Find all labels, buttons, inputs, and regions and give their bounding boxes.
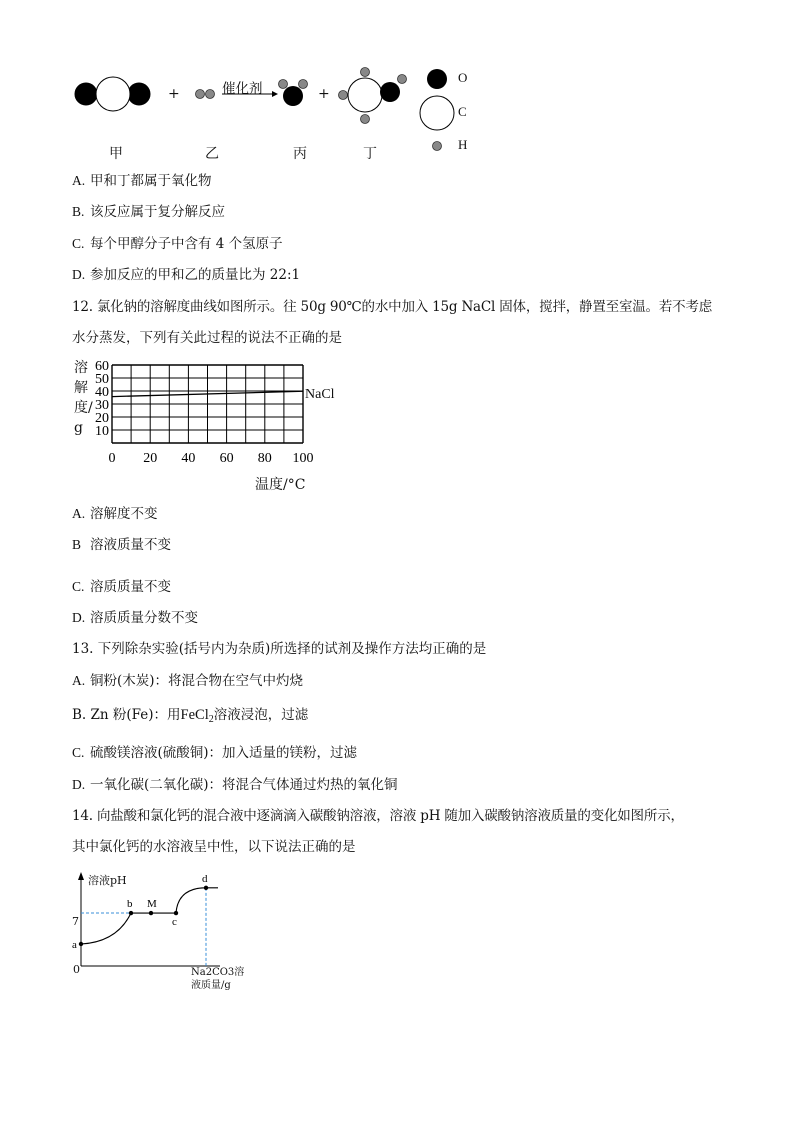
q11-option-a: A. 甲和丁都属于氧化物 [72, 173, 212, 189]
label-yi: 乙 [205, 146, 219, 162]
solubility-chart [70, 355, 360, 495]
molecule-bing-h2 [299, 80, 308, 89]
q11-option-b: B. 该反应属于复分解反应 [72, 204, 225, 220]
solubility-y-label: 溶解度/g [74, 360, 93, 436]
legend-h-icon [433, 142, 442, 151]
molecule-jia-o2 [128, 83, 150, 105]
molecule-ding-h4 [398, 75, 407, 84]
legend-o-icon [427, 69, 447, 89]
ph-x-label: Na2CO3溶液质量/g [191, 967, 245, 991]
label-jia: 甲 [109, 146, 123, 162]
molecule-ding-c [348, 78, 382, 112]
ph-point-c [174, 911, 178, 915]
ph-origin-label: 0 [73, 963, 80, 976]
legend-label-o: O [458, 70, 468, 85]
solubility-x-label: 温度/°C [255, 477, 306, 493]
ph-point-label-d: d [202, 872, 208, 885]
molecule-ding-o [380, 82, 400, 102]
catalyst-label: 催化剂 [222, 81, 263, 97]
label-bing: 丙 [293, 146, 307, 162]
ph-curve [81, 888, 218, 944]
ph-point-label-a: a [72, 939, 77, 951]
molecule-jia-c [96, 77, 130, 111]
q13-stem: 13. 下列除杂实验(括号内为杂质)所选择的试剂及操作方法均正确的是 [72, 641, 487, 657]
legend-c-icon [420, 96, 454, 130]
legend-label-c: C [458, 104, 467, 119]
plus-sign-2: + [318, 86, 330, 102]
label-ding: 丁 [363, 146, 377, 162]
ph-y-tick-7: 7 [72, 915, 79, 928]
ph-point-d [204, 886, 208, 890]
ph-point-label-c: c [172, 916, 177, 929]
solubility-x-ticks [109, 451, 314, 466]
molecule-yi-h1 [196, 90, 205, 99]
solubility-series-label: NaCl [305, 387, 335, 402]
plus-sign-1: + [168, 86, 180, 102]
q14-stem-line1: 14. 向盐酸和氯化钙的混合液中逐滴滴入碳酸钠溶液，溶液 pH 随加入碳酸钠溶液质量的变化如图所示， [72, 808, 684, 824]
y-tick-label: 50 [95, 372, 109, 387]
molecule-jia-o1 [75, 83, 97, 105]
molecule-bing-o [283, 86, 303, 106]
fecl2-formula: FeCl$_2$ [180, 707, 214, 725]
molecule-ding-h1 [361, 68, 370, 77]
q13-option-b: B. Zn 粉(Fe)：用FeCl$_2$溶液浸泡，过滤 [72, 707, 309, 725]
x-tick-label: 20 [143, 451, 158, 466]
y-tick-label: 10 [95, 424, 109, 439]
ph-y-label: 溶液pH [88, 874, 127, 887]
molecule-yi-h2 [206, 90, 215, 99]
q11-option-d: D. 参加反应的甲和乙的质量比为 22:1 [72, 267, 301, 283]
molecule-bing-h1 [279, 80, 288, 89]
q12-stem-line2: 水分蒸发，下列有关此过程的说法不正确的是 [72, 330, 342, 346]
x-tick-label: 0 [108, 451, 116, 466]
molecule-ding-h3 [361, 115, 370, 124]
ph-curve-cd [176, 888, 218, 913]
ph-point-label-m: M [147, 898, 157, 911]
q12-option-c: C. 溶质质量不变 [72, 579, 171, 595]
legend-label-h: H [458, 137, 468, 152]
q13-option-a: A. 铜粉(木炭)：将混合物在空气中灼烧 [72, 673, 304, 689]
x-tick-label: 60 [219, 451, 234, 466]
y-tick-label: 30 [95, 398, 109, 413]
ph-point-label-b: b [127, 898, 133, 911]
y-tick-label: 20 [95, 411, 109, 426]
q13-option-c: C. 硫酸镁溶液(硫酸铜)：加入适量的镁粉，过滤 [72, 745, 358, 761]
q13-option-d: D. 一氧化碳(二氧化碳)：将混合气体通过灼热的氧化铜 [72, 777, 398, 793]
q14-stem-line2: 其中氯化钙的水溶液呈中性，以下说法正确的是 [72, 839, 356, 855]
ph-y-arrow [78, 872, 84, 880]
x-tick-label: 100 [292, 451, 314, 466]
arrow-head [272, 91, 278, 97]
y-tick-label: 60 [95, 359, 109, 374]
ph-point-m [149, 911, 153, 915]
x-tick-label: 80 [257, 451, 272, 466]
solubility-y-ticks [95, 359, 109, 439]
q12-stem-line1: 12. 氯化钠的溶解度曲线如图所示。往 50g 90℃的水中加入 15g NaCl 固体，搅拌，静置至室温。若不考虑 [72, 299, 713, 315]
y-tick-label: 40 [95, 385, 109, 400]
molecule-ding-h2 [339, 91, 348, 100]
q12-option-b: B 溶液质量不变 [72, 537, 171, 553]
ph-point-a [79, 942, 83, 946]
ph-curve-ab [81, 913, 131, 944]
reaction-diagram [60, 62, 490, 167]
q11-option-c: C. 每个甲醇分子中含有 4 个氢原子 [72, 236, 283, 252]
solubility-grid [112, 365, 303, 443]
x-tick-label: 40 [181, 451, 196, 466]
ph-point-b [129, 911, 133, 915]
q12-option-d: D. 溶质质量分数不变 [72, 610, 198, 626]
q12-option-a: A. 溶解度不变 [72, 506, 158, 522]
